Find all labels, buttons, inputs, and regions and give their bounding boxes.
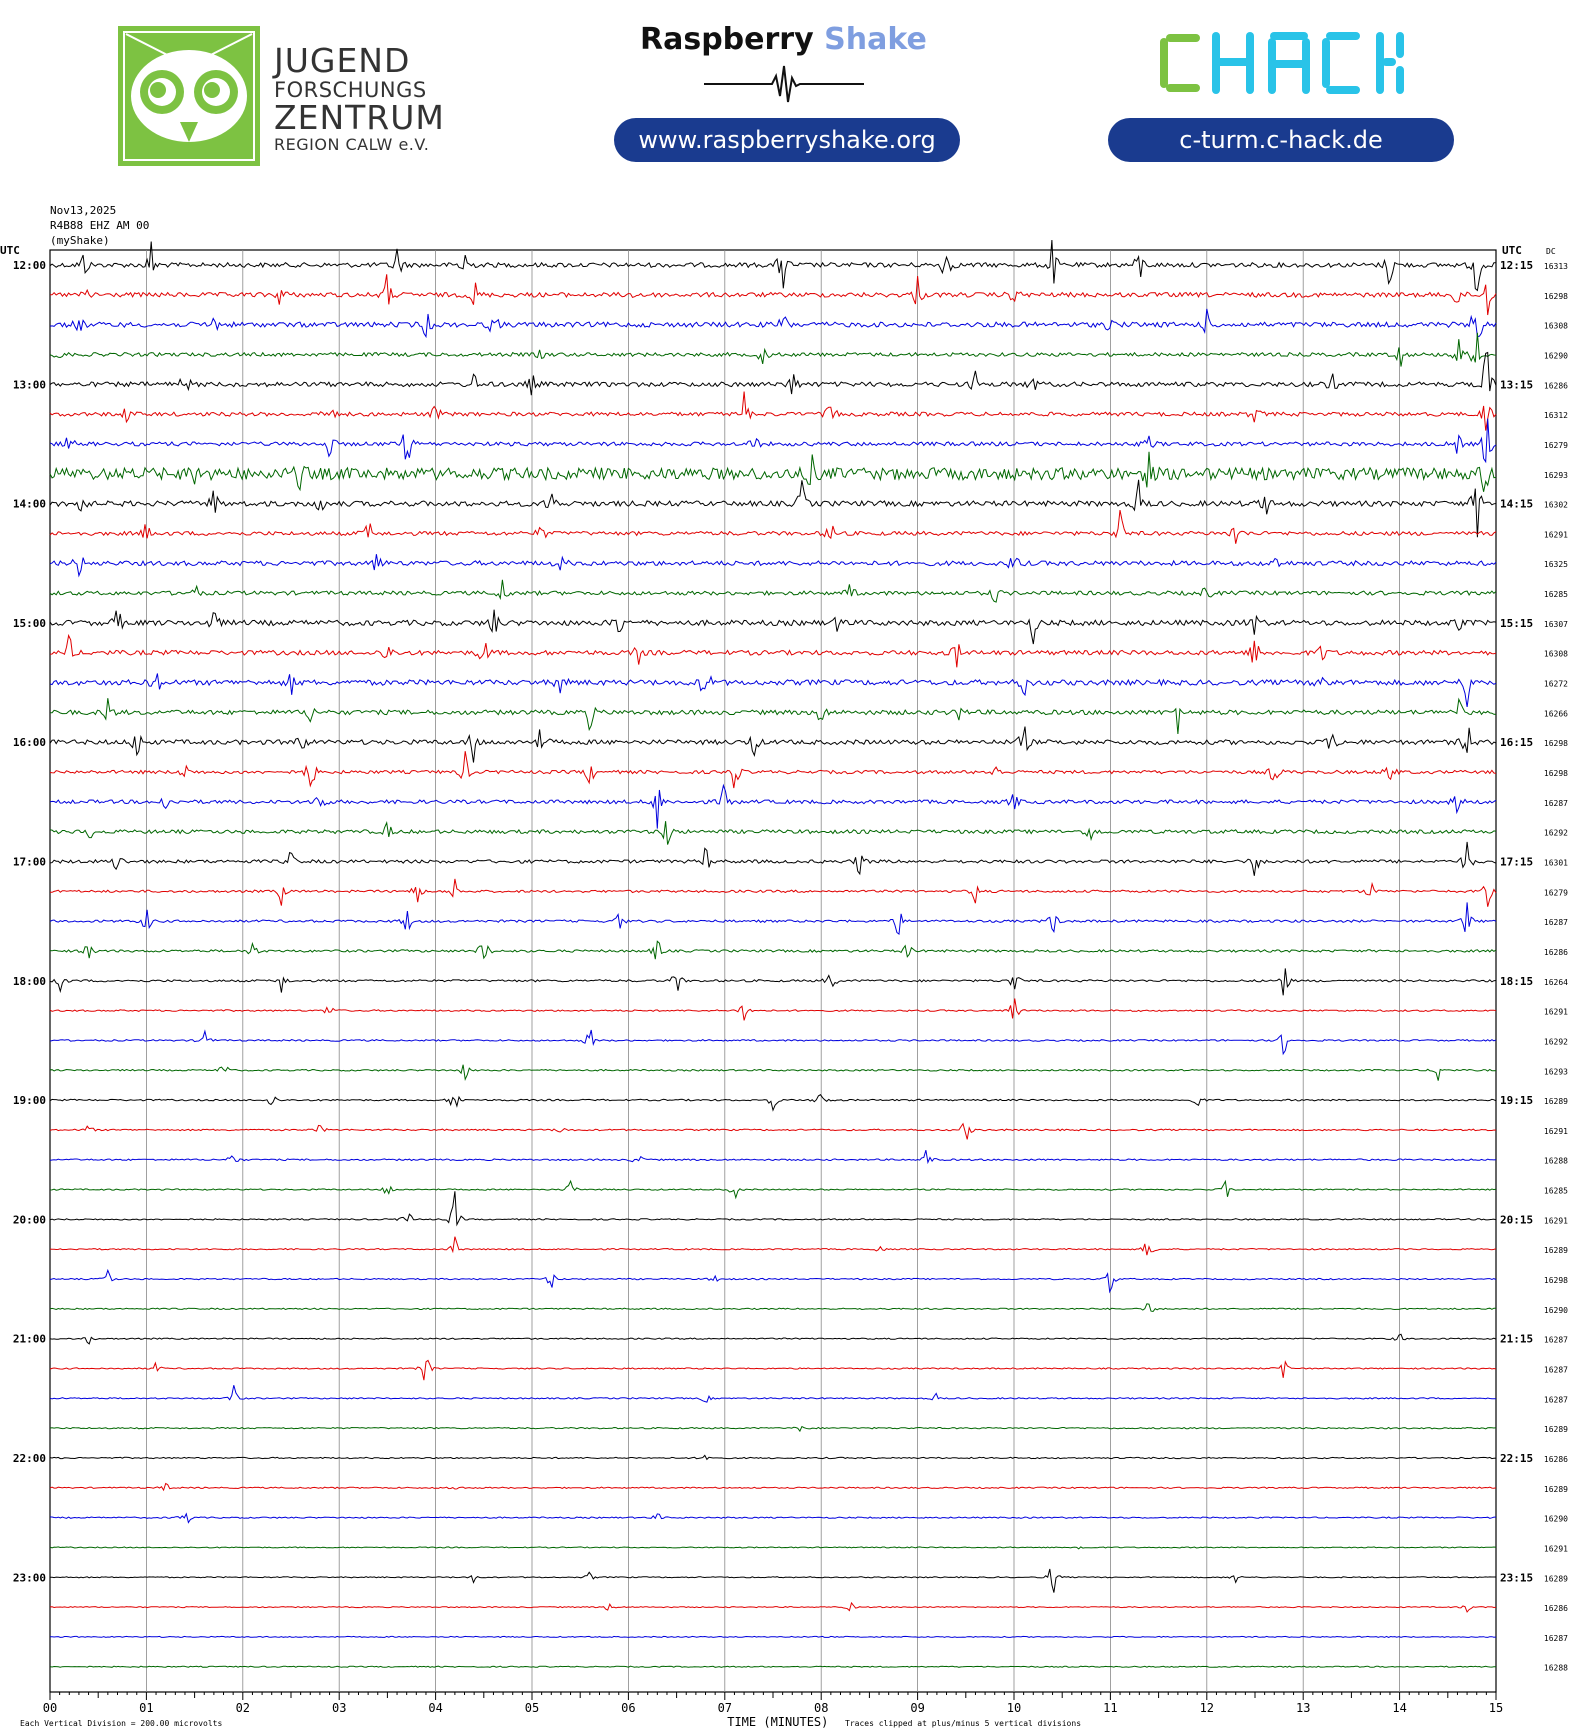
x-tick-label: 00 (42, 1701, 58, 1715)
trace-line (50, 333, 1496, 367)
row-dc-value: 16291 (1543, 530, 1568, 540)
x-tick-label: 09 (910, 1701, 925, 1715)
row-dc-value: 16298 (1543, 291, 1568, 301)
chart-labels (0, 244, 1568, 1729)
trace-line (50, 636, 1496, 668)
trace-line (50, 1181, 1496, 1198)
x-tick-label: 05 (524, 1701, 540, 1715)
trace-line (50, 1547, 1496, 1549)
station-label: R4B88 EHZ AM 00 (50, 219, 150, 232)
plot-frame (50, 250, 1496, 1692)
row-dc-value: 16292 (1543, 1037, 1568, 1047)
trace-line (50, 452, 1496, 492)
row-time-left: 16:00 (12, 736, 46, 750)
trace-line (50, 240, 1496, 290)
row-dc-value: 16289 (1543, 1484, 1568, 1494)
row-dc-value: 16266 (1543, 709, 1568, 719)
row-time-left: 13:00 (12, 378, 46, 392)
trace-line (50, 1455, 1496, 1459)
row-dc-value: 16289 (1543, 1425, 1568, 1435)
chart-grid (50, 250, 1496, 1700)
row-time-left: 15:00 (12, 616, 46, 630)
row-dc-value: 16272 (1543, 679, 1568, 689)
trace-line (50, 1385, 1496, 1402)
trace-line (50, 698, 1496, 734)
row-dc-value: 16291 (1543, 1126, 1568, 1136)
row-dc-value: 16298 (1543, 769, 1568, 779)
row-dc-value: 16313 (1543, 262, 1568, 271)
row-time-left: 20:00 (12, 1213, 46, 1227)
x-tick-label: 06 (621, 1701, 636, 1715)
row-dc-value: 16308 (1543, 649, 1568, 659)
row-time-right: 17:15 (1500, 855, 1534, 869)
trace-line (50, 610, 1496, 644)
row-time-left: 22:00 (12, 1451, 46, 1465)
trace-line (50, 1150, 1496, 1162)
trace-line (50, 1603, 1496, 1612)
row-dc-value: 16279 (1543, 440, 1568, 450)
jfz-line-2: FORSCHUNGS (274, 78, 427, 102)
trace-line (50, 1065, 1496, 1081)
row-dc-value: 16290 (1543, 1514, 1568, 1524)
rs-title-b: Shake (824, 22, 927, 57)
x-tick-label: 10 (1006, 1701, 1022, 1715)
jfz-line-4: REGION CALW e.V. (274, 135, 430, 154)
footer-scale-note: Each Vertical Division = 200.00 microvolts (20, 1719, 223, 1728)
trace-line (50, 821, 1496, 844)
trace-line (50, 1270, 1496, 1291)
row-time-right: 12:15 (1500, 259, 1534, 272)
trace-line (50, 510, 1496, 544)
x-tick-label: 14 (1392, 1701, 1407, 1715)
row-dc-value: 16301 (1543, 858, 1568, 868)
row-time-right: 19:15 (1500, 1094, 1534, 1108)
utc-label-right: UTC (1502, 244, 1522, 257)
row-dc-value: 16287 (1543, 1395, 1568, 1405)
utc-label-left: UTC (0, 244, 20, 257)
row-dc-value: 16290 (1543, 351, 1568, 361)
chack-url-link[interactable]: c-turm.c-hack.de (1108, 118, 1454, 162)
row-time-left: 21:00 (12, 1332, 46, 1346)
trace-line (50, 1095, 1496, 1111)
trace-line (50, 785, 1496, 828)
x-tick-label: 03 (331, 1701, 347, 1715)
row-time-right: 15:15 (1500, 616, 1534, 630)
trace-line (50, 1484, 1496, 1491)
x-tick-label: 02 (235, 1701, 251, 1715)
row-dc-value: 16287 (1543, 1365, 1568, 1375)
trace-line (50, 941, 1496, 959)
trace-line (50, 1666, 1496, 1667)
trace-line (50, 554, 1496, 575)
trace-line (50, 309, 1496, 337)
x-axis-label: TIME (MINUTES) (727, 1715, 829, 1729)
trace-line (50, 1030, 1496, 1054)
trace-line (50, 580, 1496, 602)
row-dc-value: 16287 (1543, 1633, 1568, 1643)
trace-line (50, 1569, 1496, 1593)
trace-line (50, 480, 1496, 537)
row-time-left: 17:00 (12, 855, 46, 869)
row-dc-value: 16289 (1543, 1097, 1568, 1107)
trace-line (50, 968, 1496, 995)
x-tick-label: 15 (1488, 1701, 1504, 1715)
trace-line (50, 1636, 1496, 1637)
row-time-right: 18:15 (1500, 974, 1534, 988)
x-tick-label: 12 (1199, 1701, 1215, 1715)
row-dc-value: 16291 (1543, 1007, 1568, 1017)
row-dc-value: 16287 (1543, 1335, 1568, 1345)
row-dc-value: 16312 (1543, 411, 1568, 421)
trace-line (50, 419, 1496, 462)
x-tick-label: 13 (1295, 1701, 1311, 1715)
row-dc-value: 16288 (1543, 1156, 1568, 1166)
row-dc-value: 16307 (1543, 619, 1568, 629)
row-time-right: 21:15 (1500, 1332, 1534, 1346)
row-time-left: 14:00 (12, 497, 46, 511)
x-tick-label: 04 (428, 1701, 443, 1715)
row-time-right: 16:15 (1500, 736, 1534, 750)
row-dc-value: 16291 (1543, 1216, 1568, 1226)
trace-line (50, 999, 1496, 1021)
trace-line (50, 727, 1496, 763)
trace-line (50, 879, 1496, 907)
row-dc-value: 16298 (1543, 1276, 1568, 1286)
row-dc-value: 16285 (1543, 1186, 1568, 1196)
row-dc-value: 16298 (1543, 739, 1568, 749)
row-time-left: 19:00 (12, 1094, 46, 1108)
row-dc-value: 16291 (1543, 1544, 1568, 1554)
row-time-right: 13:15 (1500, 378, 1534, 392)
date-label: Nov13,2025 (50, 204, 117, 217)
raspberry-shake-url-link[interactable]: www.raspberryshake.org (614, 118, 960, 162)
jfz-line-1: JUGEND (274, 41, 411, 80)
row-dc-value: 16293 (1543, 1067, 1568, 1077)
footer-clip-note: Traces clipped at plus/minus 5 vertical divisions (845, 1719, 1082, 1728)
row-dc-value: 16285 (1543, 590, 1568, 600)
trace-line (50, 674, 1496, 707)
row-time-right: 14:15 (1500, 497, 1534, 511)
x-tick-label: 08 (813, 1701, 829, 1715)
trace-line (50, 1360, 1496, 1380)
x-tick-label: 07 (717, 1701, 733, 1715)
trace-line (50, 1124, 1496, 1140)
trace-line (50, 274, 1496, 315)
trace-line (50, 1304, 1496, 1312)
trace-line (50, 1334, 1496, 1344)
row-dc-value: 16287 (1543, 798, 1568, 808)
row-dc-value: 16293 (1543, 470, 1568, 480)
row-dc-value: 16325 (1543, 560, 1568, 570)
row-dc-value: 16289 (1543, 1574, 1568, 1584)
x-tick-label: 11 (1103, 1701, 1118, 1715)
trace-line (50, 353, 1496, 396)
chart-traces (50, 240, 1496, 1667)
trace-line (50, 392, 1496, 431)
row-dc-value: 16308 (1543, 321, 1568, 331)
row-dc-value: 16287 (1543, 918, 1568, 928)
trace-line (50, 1427, 1496, 1432)
row-dc-value: 16289 (1543, 1246, 1568, 1256)
row-time-right: 20:15 (1500, 1213, 1534, 1227)
row-dc-value: 16290 (1543, 1305, 1568, 1315)
trace-line (50, 1191, 1496, 1224)
row-dc-value: 16292 (1543, 828, 1568, 838)
trace-line (50, 1237, 1496, 1255)
trace-line (50, 842, 1496, 876)
row-time-left: 18:00 (12, 974, 46, 988)
row-dc-value: 16302 (1543, 500, 1568, 510)
row-time-left: 23:00 (12, 1571, 46, 1585)
x-tick-label: 01 (139, 1701, 154, 1715)
trace-line (50, 902, 1496, 934)
source-label: (myShake) (50, 234, 110, 247)
row-dc-value: 16286 (1543, 1454, 1568, 1464)
row-time-left: 12:00 (12, 259, 46, 272)
row-dc-value: 16264 (1543, 977, 1568, 987)
row-dc-value: 16286 (1543, 381, 1568, 391)
trace-line (50, 1514, 1496, 1523)
row-dc-value: 16286 (1543, 947, 1568, 957)
dc-label: DC (1546, 247, 1556, 256)
rs-title-a: Raspberry (640, 22, 814, 57)
jfz-line-3: ZENTRUM (274, 98, 445, 137)
row-time-right: 23:15 (1500, 1571, 1534, 1585)
row-dc-value: 16288 (1543, 1663, 1568, 1673)
row-time-right: 22:15 (1500, 1451, 1534, 1465)
trace-line (50, 751, 1496, 788)
row-dc-value: 16279 (1543, 888, 1568, 898)
row-dc-value: 16286 (1543, 1604, 1568, 1614)
